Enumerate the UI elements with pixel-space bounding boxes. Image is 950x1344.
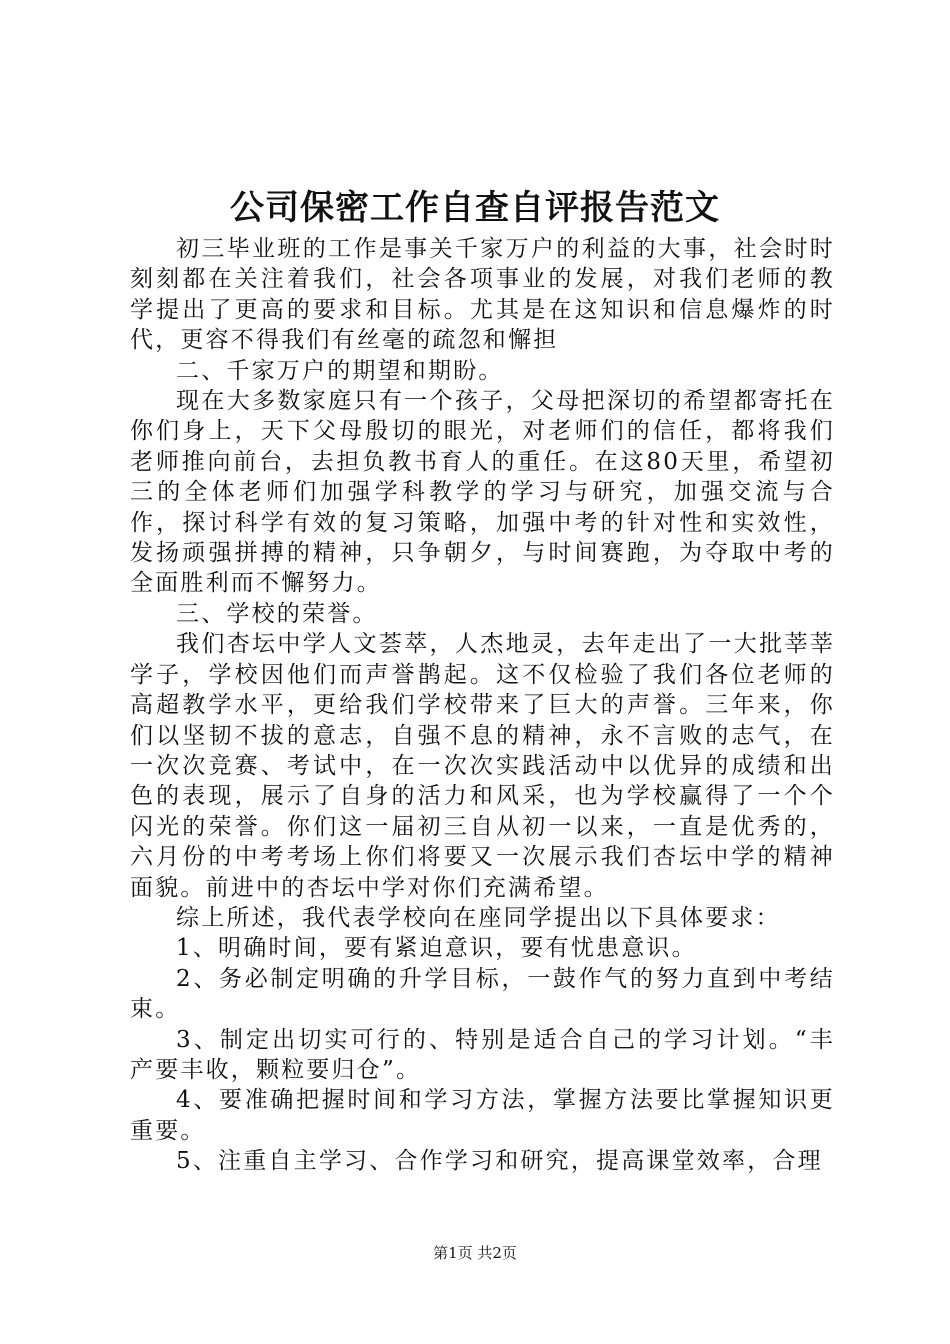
paragraph-2: 现在大多数家庭只有一个孩子，父母把深切的希望都寄托在你们身上，天下父母殷切的眼光，对老师们的信任，都将我们老师推向前台，去担负教书育人的重任。在这80天里，希望初三的全体老师们加强学科教学的学习与研究，加强交流与合作，探讨科学有效的复习策略，加强中考的针对性和实效性，发扬顽强拼搏的精神，只争朝夕，与时间赛跑，为夺取中考的全面胜利而不懈努力。 bbox=[130, 388, 835, 597]
document-body bbox=[130, 234, 835, 1177]
list-item-1: 1、明确时间，要有紧迫意识，要有忧患意识。 bbox=[176, 935, 697, 962]
list-item-2: 2、务必制定明确的升学目标，一鼓作气的努力直到中考结束。 bbox=[130, 965, 835, 1023]
paragraph-1: 初三毕业班的工作是事关千家万户的利益的大事，社会时时刻刻都在关注着我们，社会各项事业的发展，对我们老师的教学提出了更高的要求和目标。尤其是在这知识和信息爆炸的时代，更容不得我们有丝毫的疏忽和懈担 bbox=[130, 236, 835, 354]
paragraph-summary: 综上所述，我代表学校向在座同学提出以下具体要求： bbox=[176, 904, 781, 931]
section-heading-2: 二、千家万户的期望和期盼。 bbox=[176, 357, 504, 384]
list-item-4: 4、要准确把握时间和学习方法，掌握方法要比掌握知识更重要。 bbox=[130, 1087, 835, 1144]
section-heading-3: 三、学校的荣誉。 bbox=[176, 600, 378, 627]
page-footer: 第1页 共2页 bbox=[433, 1244, 517, 1262]
list-item-5: 5、注重自主学习、合作学习和研究，提高课堂效率，合理 bbox=[176, 1148, 823, 1175]
paragraph-3: 我们杏坛中学人文荟萃，人杰地灵，去年走出了一大批莘莘学子，学校因他们而声誉鹊起。这不仅检验了我们各位老师的高超教学水平，更给我们学校带来了巨大的声誉。三年来，你们以坚韧不拔的意志，自强不息的精神，永不言败的志气，在一次次竞赛、考试中，在一次次实践活动中以优异的成绩和出色的表现，展示了自身的活力和风采，也为学校赢得了一个个闪光的荣誉。你们这一届初三自从初一以来，一直是优秀的，六月份的中考考场上你们将要又一次展示我们杏坛中学的精神面貌。前进中的杏坛中学对你们充满希望。 bbox=[130, 631, 835, 901]
document-title: 公司保密工作自查自评报告范文 bbox=[230, 188, 720, 228]
list-item-3: 3、制定出切实可行的、特别是适合自己的学习计划。“丰产要丰收，颗粒要归仓”。 bbox=[130, 1026, 835, 1083]
